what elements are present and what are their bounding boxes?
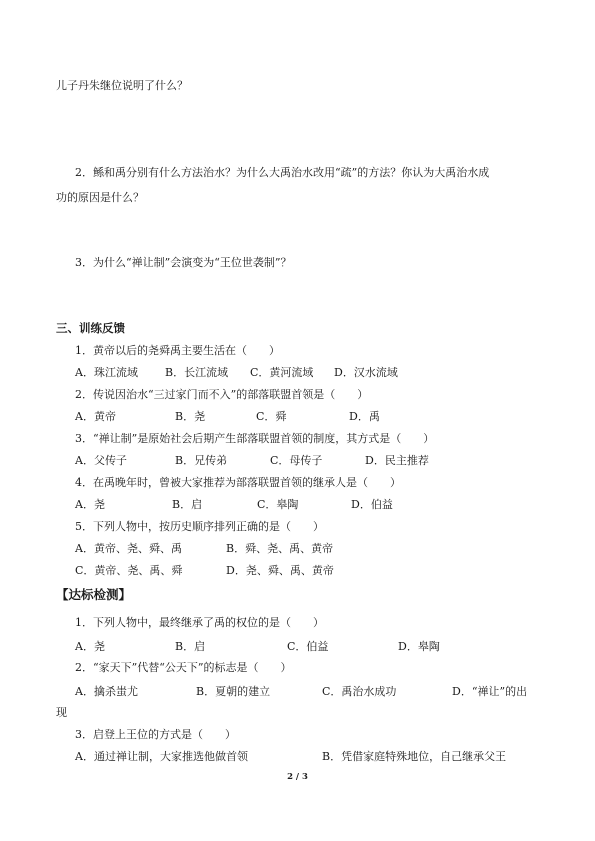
test-q2-stem: 2．“家天下”代替“公天下”的标志是（ ） bbox=[75, 661, 292, 674]
test-q3-stem: 3．启登上王位的方式是（ ） bbox=[75, 728, 236, 741]
test-q2-option-d-wrap: 现 bbox=[56, 706, 67, 719]
feedback-q5-option-d: D．尧、舜、禹、黄帝 bbox=[226, 564, 334, 577]
test-q2-option-b: B．夏朝的建立 bbox=[196, 685, 271, 698]
feedback-q2-option-a: A．黄帝 bbox=[75, 410, 116, 423]
question-2-line-1: 2．鲧和禹分别有什么方法治水？为什么大禹治水改用“疏”的方法？你认为大禹治水成 bbox=[75, 166, 490, 179]
feedback-q4-option-c: C．皋陶 bbox=[257, 498, 299, 511]
feedback-q2-option-b: B．尧 bbox=[175, 410, 206, 423]
feedback-q4-option-b: B．启 bbox=[172, 498, 203, 511]
feedback-q3-option-d: D．民主推荐 bbox=[365, 454, 429, 467]
feedback-q4-option-d: D．伯益 bbox=[351, 498, 393, 511]
feedback-q1-option-d: D．汉水流域 bbox=[334, 366, 398, 379]
question-3-line: 3．为什么“禅让制”会演变为“王位世袭制”？ bbox=[75, 256, 292, 269]
test-q3-option-b: B．凭借家庭特殊地位，自己继承父王 bbox=[322, 750, 507, 763]
feedback-q3-stem: 3．“禅让制”是原始社会后期产生部落联盟首领的制度，其方式是（ ） bbox=[75, 432, 435, 445]
test-q2-option-d: D．“禅让”的出 bbox=[452, 685, 528, 698]
test-q1-option-c: C．伯益 bbox=[287, 640, 329, 653]
section-title-training-feedback: 三、训练反馈 bbox=[56, 321, 125, 335]
feedback-q1-option-a: A．珠江流域 bbox=[75, 366, 138, 379]
test-q1-option-b: B．启 bbox=[175, 640, 206, 653]
section-title-standard-test: 【达标检测】 bbox=[56, 587, 132, 602]
feedback-q3-option-a: A．父传子 bbox=[75, 454, 127, 467]
feedback-q2-option-c: C．舜 bbox=[256, 410, 287, 423]
feedback-q5-option-a: A．黄帝、尧、舜、禹 bbox=[75, 542, 182, 555]
feedback-q1-option-b: B．长江流域 bbox=[165, 366, 229, 379]
question-2-line-2: 功的原因是什么？ bbox=[56, 191, 144, 204]
test-q2-option-c: C．禹治水成功 bbox=[322, 685, 397, 698]
feedback-q3-option-c: C．母传子 bbox=[270, 454, 323, 467]
feedback-q1-option-c: C．黄河流域 bbox=[250, 366, 314, 379]
feedback-q5-stem: 5．下列人物中，按历史顺序排列正确的是（ ） bbox=[75, 520, 324, 533]
test-q3-option-a: A．通过禅让制，大家推选他做首领 bbox=[75, 750, 248, 763]
test-q1-option-d: D．皋陶 bbox=[398, 640, 440, 653]
test-q2-option-a: A．擒杀蚩尤 bbox=[75, 685, 138, 698]
feedback-q4-stem: 4．在禹晚年时，曾被大家推荐为部落联盟首领的继承人是（ ） bbox=[75, 476, 401, 489]
test-q1-option-a: A．尧 bbox=[75, 640, 105, 653]
feedback-q1-stem: 1．黄帝以后的尧舜禹主要生活在（ ） bbox=[75, 344, 280, 357]
feedback-q3-option-b: B．兄传弟 bbox=[175, 454, 228, 467]
page-number: 2 / 3 bbox=[287, 772, 308, 782]
test-q1-stem: 1．下列人物中，最终继承了禹的权位的是（ ） bbox=[75, 616, 324, 629]
feedback-q5-option-b: B．舜、尧、禹、黄帝 bbox=[226, 542, 334, 555]
feedback-q4-option-a: A．尧 bbox=[75, 498, 105, 511]
feedback-q2-stem: 2．传说因治水“三过家门而不入”的部落联盟首领是（ ） bbox=[75, 388, 369, 401]
feedback-q5-option-c: C．黄帝、尧、禹、舜 bbox=[75, 564, 183, 577]
intro-text: 儿子丹朱继位说明了什么？ bbox=[56, 79, 188, 92]
feedback-q2-option-d: D．禹 bbox=[349, 410, 380, 423]
